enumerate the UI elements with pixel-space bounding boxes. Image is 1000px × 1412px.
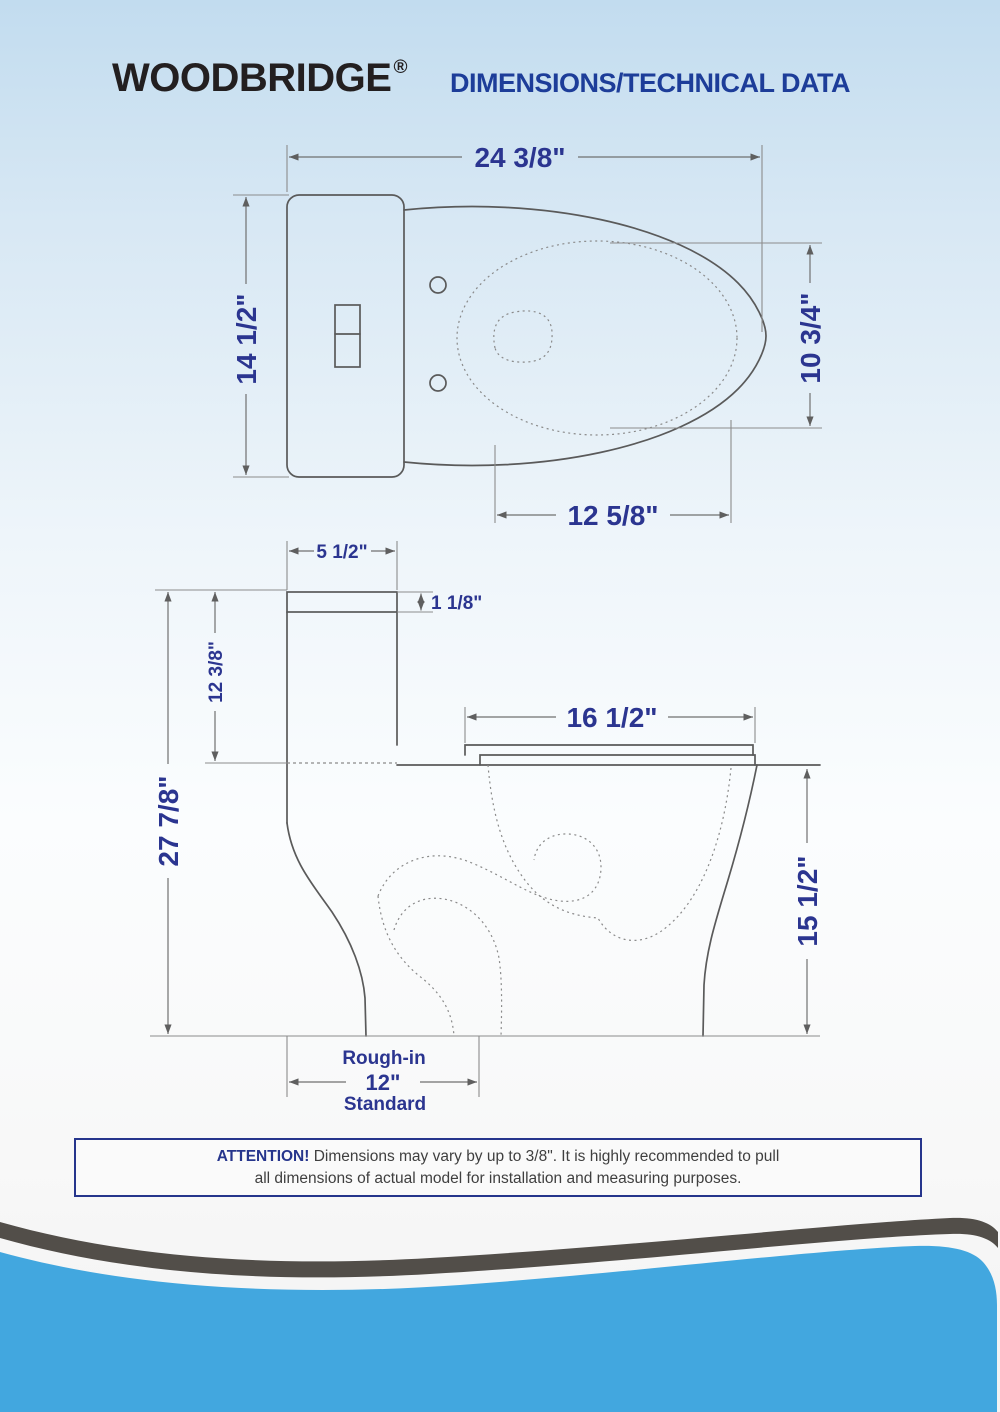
bowl-inner-front-dotted (598, 768, 731, 940)
dim-label-lid-height: 1 1/8" (431, 593, 483, 614)
top-view-drawing (231, 142, 826, 531)
dim-label-tank-height: 12 3/8" (206, 641, 227, 703)
attention-line-2: all dimensions of actual model for installation and measuring purposes. (254, 1169, 742, 1187)
rough-in-label: Rough-in (342, 1048, 426, 1069)
attention-line-1-text: Dimensions may vary by up to 3/8". It is highly recommended to pull (313, 1147, 780, 1165)
brand-text: WOODBRIDGE (112, 56, 392, 100)
attention-line-1 (76, 1146, 920, 1168)
dim-label-seat-depth: 16 1/2" (566, 702, 658, 733)
wave-blue-fill (0, 1246, 997, 1412)
attention-box (74, 1138, 922, 1197)
dim-label-tank-width: 14 1/2" (231, 293, 262, 385)
seat-lid-side (465, 745, 753, 755)
rough-in-note: Standard (343, 1094, 427, 1115)
tank-top-view (287, 195, 404, 477)
bowl-front-curve (703, 765, 757, 1036)
pedestal-back-curve (287, 823, 366, 1036)
seat-opening-dotted (457, 241, 737, 435)
dim-label-overall-width: 24 3/8" (474, 142, 566, 173)
attention-highlight: ATTENTION! (216, 1147, 310, 1165)
wave-footer (0, 1200, 1000, 1412)
side-view-drawing (150, 541, 823, 1115)
dim-label-seat-opening: 12 5/8" (567, 500, 659, 531)
seat-ring-side (480, 755, 755, 765)
rough-in-value: 12" (365, 1070, 401, 1095)
water-surface-dotted (494, 311, 552, 362)
hinge-bolt-bottom (430, 375, 446, 391)
tank-lid-side (287, 592, 397, 612)
trap-weir-dotted (378, 834, 601, 901)
trap-outlet-front-dotted (394, 898, 502, 1036)
dim-label-total-height: 27 7/8" (153, 775, 184, 867)
flush-button (335, 305, 360, 367)
hinge-bolt-top (430, 277, 446, 293)
page-title: DIMENSIONS/TECHNICAL DATA (450, 68, 851, 98)
trap-outlet-back-dotted (378, 896, 454, 1036)
dim-label-tank-depth: 5 1/2" (316, 542, 368, 563)
bowl-outline-top (404, 207, 766, 466)
dim-label-bowl-inner-width: 10 3/4" (795, 292, 826, 384)
dim-label-rim-height: 15 1/2" (792, 855, 823, 947)
registered-mark-icon: ® (393, 57, 407, 78)
